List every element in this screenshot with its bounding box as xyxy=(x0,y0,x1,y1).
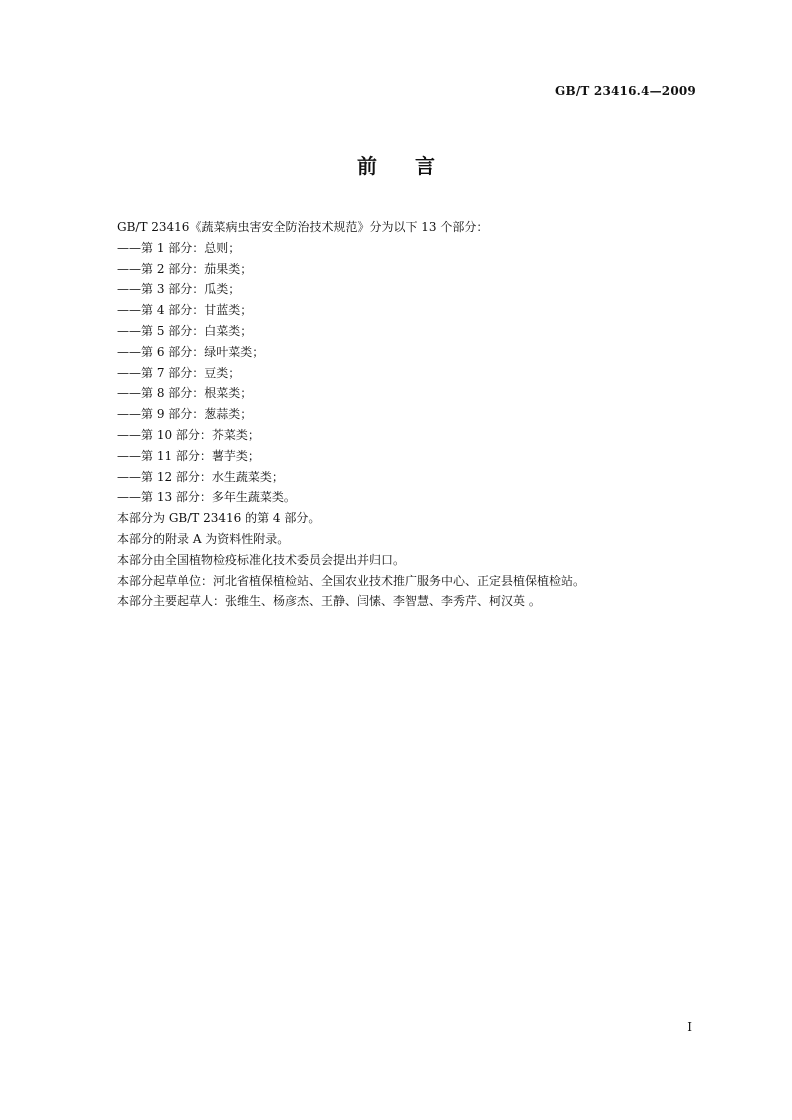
dash: —— xyxy=(117,365,141,380)
statement-drafting-units: 本部分起草单位：河北省植保植检站、全国农业技术推广服务中心、正定县植保植检站。 xyxy=(117,573,586,588)
part-list-item xyxy=(117,363,707,384)
part-text: 第 10 部分：芥菜类； xyxy=(141,427,260,442)
statement-part-number: 本部分为 GB/T 23416 的第 4 部分。 xyxy=(117,511,321,526)
standard-number-header: GB/T 23416.4—2009 xyxy=(555,84,696,98)
statement-appendix: 本部分的附录 A 为资料性附录。 xyxy=(117,531,290,546)
dash: —— xyxy=(117,407,141,422)
dash: —— xyxy=(117,427,141,442)
part-list-item xyxy=(117,321,707,342)
foreword-body xyxy=(117,217,707,612)
dash: —— xyxy=(117,469,141,484)
page-title: 前言 xyxy=(357,154,473,178)
part-list-item xyxy=(117,467,707,488)
dash: —— xyxy=(117,240,141,255)
part-text: 第 5 部分：白菜类； xyxy=(141,323,253,338)
part-list-item xyxy=(117,404,707,425)
part-list-item xyxy=(117,300,707,321)
part-text: 第 6 部分：绿叶菜类； xyxy=(141,344,265,359)
part-list-item xyxy=(117,342,707,363)
part-text: 第 13 部分：多年生蔬菜类。 xyxy=(141,490,296,505)
part-list-item xyxy=(117,383,707,404)
part-text: 第 3 部分：瓜类； xyxy=(141,282,241,297)
part-text: 第 2 部分：茄果类； xyxy=(141,261,253,276)
part-text: 第 8 部分：根菜类； xyxy=(141,386,253,401)
part-list-item xyxy=(117,238,707,259)
part-list-item xyxy=(117,259,707,280)
statement-proposer: 本部分由全国植物检疫标准化技术委员会提出并归口。 xyxy=(117,552,406,567)
dash: —— xyxy=(117,323,141,338)
part-text: 第 7 部分：豆类； xyxy=(141,365,241,380)
part-text: 第 12 部分：水生蔬菜类； xyxy=(141,469,284,484)
dash: —— xyxy=(117,344,141,359)
dash: —— xyxy=(117,303,141,318)
dash: —— xyxy=(117,386,141,401)
page-number: I xyxy=(687,1020,692,1034)
part-text: 第 1 部分：总则； xyxy=(141,240,241,255)
dash: —— xyxy=(117,448,141,463)
dash: —— xyxy=(117,490,141,505)
part-list-item xyxy=(117,279,707,300)
part-text: 第 4 部分：甘蓝类； xyxy=(141,303,253,318)
part-list-item xyxy=(117,425,707,446)
part-list-item xyxy=(117,487,707,508)
statement-drafters: 本部分主要起草人：张维生、杨彦杰、王静、闫愫、李智慧、李秀芹、柯汉英 。 xyxy=(117,594,541,609)
dash: —— xyxy=(117,282,141,297)
part-text: 第 11 部分：薯芋类； xyxy=(141,448,260,463)
part-list-item xyxy=(117,446,707,467)
part-text: 第 9 部分：葱蒜类； xyxy=(141,407,253,422)
intro-paragraph: GB/T 23416《蔬菜病虫害安全防治技术规范》分为以下 13 个部分： xyxy=(117,220,489,234)
dash: —— xyxy=(117,261,141,276)
